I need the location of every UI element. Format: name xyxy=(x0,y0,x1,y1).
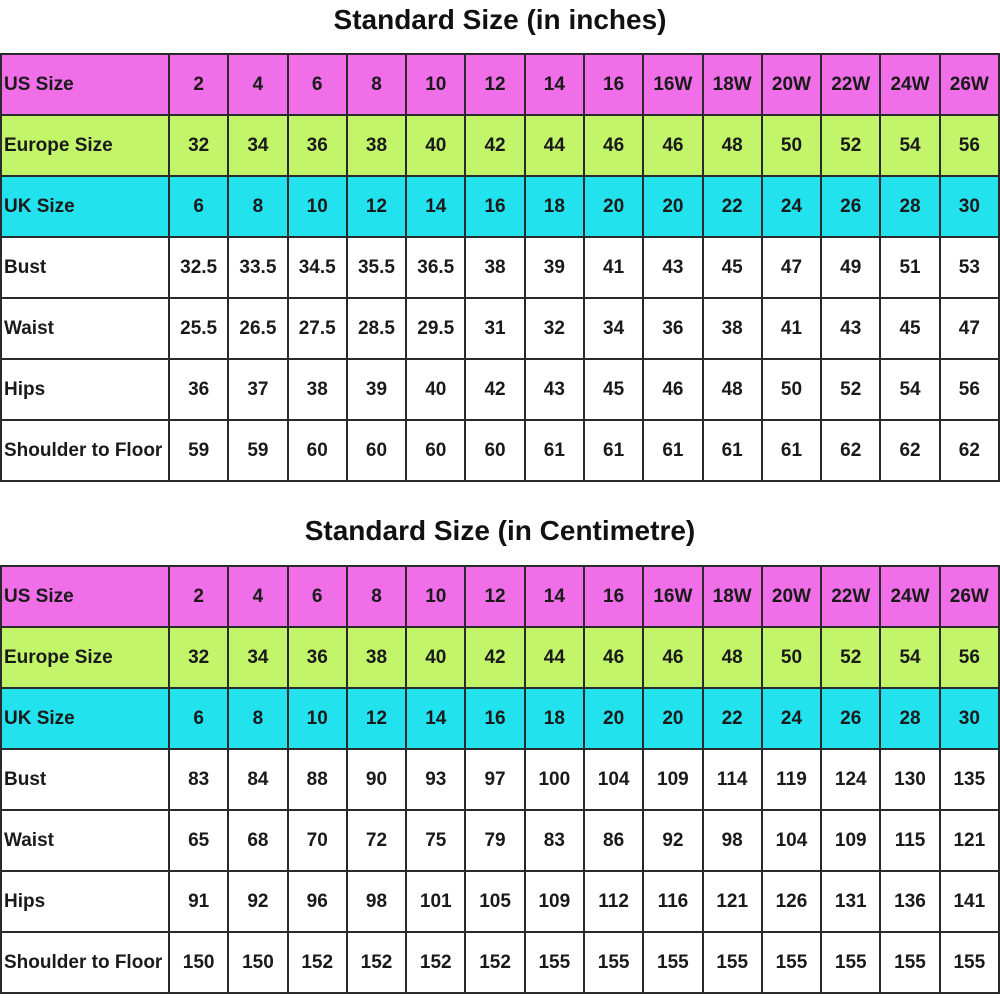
size-cell: 104 xyxy=(584,749,643,810)
size-cell: 90 xyxy=(347,749,406,810)
size-cell: 72 xyxy=(347,810,406,871)
size-cell: 114 xyxy=(703,749,762,810)
size-cell: 37 xyxy=(228,359,287,420)
size-cell: 42 xyxy=(465,627,524,688)
size-cell: 109 xyxy=(525,871,584,932)
size-cell: 28 xyxy=(880,176,939,237)
size-cell: 31 xyxy=(465,298,524,359)
size-cell: 65 xyxy=(169,810,228,871)
size-cell: 38 xyxy=(347,115,406,176)
size-cell: 70 xyxy=(288,810,347,871)
size-cell: 115 xyxy=(880,810,939,871)
size-cell: 24W xyxy=(880,566,939,627)
size-cell: 48 xyxy=(703,115,762,176)
size-cell: 8 xyxy=(228,688,287,749)
size-cell: 119 xyxy=(762,749,821,810)
row-label-europe-size: Europe Size xyxy=(1,627,169,688)
size-cell: 62 xyxy=(940,420,999,481)
size-cell: 43 xyxy=(821,298,880,359)
size-cell: 98 xyxy=(347,871,406,932)
size-cell: 61 xyxy=(762,420,821,481)
size-cell: 41 xyxy=(584,237,643,298)
size-cell: 45 xyxy=(703,237,762,298)
size-cell: 12 xyxy=(465,54,524,115)
size-cell: 150 xyxy=(228,932,287,993)
size-cell: 50 xyxy=(762,115,821,176)
size-cell: 62 xyxy=(880,420,939,481)
size-cell: 105 xyxy=(465,871,524,932)
size-cell: 10 xyxy=(406,566,465,627)
row-label-us-size: US Size xyxy=(1,54,169,115)
size-cell: 36.5 xyxy=(406,237,465,298)
size-cell: 30 xyxy=(940,176,999,237)
size-cell: 12 xyxy=(465,566,524,627)
size-cell: 42 xyxy=(465,115,524,176)
size-cell: 131 xyxy=(821,871,880,932)
size-cell: 26 xyxy=(821,688,880,749)
size-cell: 6 xyxy=(169,688,228,749)
size-cell: 88 xyxy=(288,749,347,810)
row-label-waist: Waist xyxy=(1,298,169,359)
size-cell: 20 xyxy=(584,688,643,749)
size-cell: 91 xyxy=(169,871,228,932)
size-cell: 46 xyxy=(643,359,702,420)
size-cell: 12 xyxy=(347,688,406,749)
size-cell: 44 xyxy=(525,627,584,688)
size-cell: 60 xyxy=(288,420,347,481)
size-cell: 39 xyxy=(525,237,584,298)
size-cell: 2 xyxy=(169,566,228,627)
size-cell: 29.5 xyxy=(406,298,465,359)
size-cell: 24W xyxy=(880,54,939,115)
size-cell: 22W xyxy=(821,54,880,115)
size-cell: 20 xyxy=(643,688,702,749)
size-cell: 62 xyxy=(821,420,880,481)
row-label-uk-size: UK Size xyxy=(1,688,169,749)
size-cell: 28 xyxy=(880,688,939,749)
size-cell: 24 xyxy=(762,688,821,749)
size-cell: 20 xyxy=(584,176,643,237)
size-cell: 155 xyxy=(584,932,643,993)
size-cell: 30 xyxy=(940,688,999,749)
size-cell: 135 xyxy=(940,749,999,810)
row-label-uk-size: UK Size xyxy=(1,176,169,237)
size-cell: 155 xyxy=(821,932,880,993)
size-cell: 61 xyxy=(525,420,584,481)
size-cell: 136 xyxy=(880,871,939,932)
row-label-europe-size: Europe Size xyxy=(1,115,169,176)
size-cell: 121 xyxy=(703,871,762,932)
size-cell: 8 xyxy=(347,566,406,627)
size-cell: 83 xyxy=(525,810,584,871)
size-cell: 155 xyxy=(762,932,821,993)
size-cell: 97 xyxy=(465,749,524,810)
size-cell: 32 xyxy=(169,627,228,688)
size-cell: 50 xyxy=(762,627,821,688)
size-cell: 6 xyxy=(169,176,228,237)
size-cell: 14 xyxy=(525,54,584,115)
size-cell: 150 xyxy=(169,932,228,993)
size-row-waist xyxy=(1,810,999,871)
size-cell: 51 xyxy=(880,237,939,298)
size-row-hips xyxy=(1,359,999,420)
size-cell: 20 xyxy=(643,176,702,237)
size-cell: 130 xyxy=(880,749,939,810)
size-cell: 54 xyxy=(880,115,939,176)
size-cell: 24 xyxy=(762,176,821,237)
size-cell: 48 xyxy=(703,627,762,688)
size-cell: 52 xyxy=(821,115,880,176)
size-cell: 61 xyxy=(643,420,702,481)
size-cell: 75 xyxy=(406,810,465,871)
size-cell: 38 xyxy=(703,298,762,359)
size-cell: 4 xyxy=(228,54,287,115)
size-cell: 155 xyxy=(525,932,584,993)
size-cell: 92 xyxy=(643,810,702,871)
size-row-europe-size xyxy=(1,627,999,688)
size-cell: 60 xyxy=(406,420,465,481)
size-cell: 44 xyxy=(525,115,584,176)
size-cell: 25.5 xyxy=(169,298,228,359)
size-cell: 56 xyxy=(940,359,999,420)
size-row-shoulder-to-floor xyxy=(1,420,999,481)
size-cell: 10 xyxy=(406,54,465,115)
size-cell: 53 xyxy=(940,237,999,298)
size-cell: 60 xyxy=(347,420,406,481)
size-cell: 86 xyxy=(584,810,643,871)
size-cell: 36 xyxy=(643,298,702,359)
size-row-bust xyxy=(1,237,999,298)
size-table-inches xyxy=(0,53,1000,482)
size-cell: 34 xyxy=(584,298,643,359)
table-title-inches: Standard Size (in inches) xyxy=(333,4,667,35)
row-label-shoulder-to-floor: Shoulder to Floor xyxy=(1,932,169,993)
size-cell: 20W xyxy=(762,54,821,115)
size-cell: 27.5 xyxy=(288,298,347,359)
size-cell: 43 xyxy=(643,237,702,298)
size-cell: 59 xyxy=(228,420,287,481)
size-cell: 47 xyxy=(940,298,999,359)
size-cell: 22W xyxy=(821,566,880,627)
size-cell: 18W xyxy=(703,566,762,627)
size-cell: 4 xyxy=(228,566,287,627)
size-cell: 52 xyxy=(821,627,880,688)
size-row-uk-size xyxy=(1,176,999,237)
size-cell: 126 xyxy=(762,871,821,932)
size-cell: 152 xyxy=(465,932,524,993)
size-cell: 38 xyxy=(288,359,347,420)
size-cell: 141 xyxy=(940,871,999,932)
size-cell: 34.5 xyxy=(288,237,347,298)
size-cell: 43 xyxy=(525,359,584,420)
size-row-uk-size xyxy=(1,688,999,749)
size-row-waist xyxy=(1,298,999,359)
size-cell: 20W xyxy=(762,566,821,627)
size-cell: 56 xyxy=(940,627,999,688)
size-cell: 61 xyxy=(584,420,643,481)
size-row-europe-size xyxy=(1,115,999,176)
size-cell: 46 xyxy=(643,627,702,688)
size-cell: 54 xyxy=(880,627,939,688)
size-cell: 152 xyxy=(347,932,406,993)
size-cell: 16 xyxy=(465,176,524,237)
size-cell: 101 xyxy=(406,871,465,932)
size-cell: 40 xyxy=(406,359,465,420)
size-cell: 155 xyxy=(643,932,702,993)
size-cell: 124 xyxy=(821,749,880,810)
size-cell: 109 xyxy=(643,749,702,810)
size-cell: 16W xyxy=(643,566,702,627)
size-cell: 46 xyxy=(584,627,643,688)
size-cell: 18 xyxy=(525,176,584,237)
size-cell: 61 xyxy=(703,420,762,481)
size-cell: 36 xyxy=(288,115,347,176)
size-table-centimetre xyxy=(0,565,1000,994)
size-cell: 35.5 xyxy=(347,237,406,298)
row-label-shoulder-to-floor: Shoulder to Floor xyxy=(1,420,169,481)
size-cell: 47 xyxy=(762,237,821,298)
size-cell: 16 xyxy=(584,54,643,115)
size-cell: 6 xyxy=(288,54,347,115)
row-label-hips: Hips xyxy=(1,871,169,932)
size-cell: 14 xyxy=(525,566,584,627)
size-cell: 41 xyxy=(762,298,821,359)
size-cell: 98 xyxy=(703,810,762,871)
size-cell: 56 xyxy=(940,115,999,176)
size-cell: 96 xyxy=(288,871,347,932)
size-cell: 32 xyxy=(169,115,228,176)
size-cell: 18 xyxy=(525,688,584,749)
size-cell: 46 xyxy=(584,115,643,176)
size-cell: 34 xyxy=(228,115,287,176)
size-cell: 112 xyxy=(584,871,643,932)
size-cell: 59 xyxy=(169,420,228,481)
size-cell: 38 xyxy=(347,627,406,688)
row-label-us-size: US Size xyxy=(1,566,169,627)
size-row-bust xyxy=(1,749,999,810)
size-row-us-size xyxy=(1,54,999,115)
size-cell: 104 xyxy=(762,810,821,871)
size-cell: 32.5 xyxy=(169,237,228,298)
size-row-hips xyxy=(1,871,999,932)
size-cell: 22 xyxy=(703,688,762,749)
size-cell: 155 xyxy=(703,932,762,993)
size-cell: 26 xyxy=(821,176,880,237)
size-cell: 50 xyxy=(762,359,821,420)
size-cell: 26W xyxy=(940,566,999,627)
size-cell: 32 xyxy=(525,298,584,359)
size-cell: 14 xyxy=(406,176,465,237)
size-cell: 26W xyxy=(940,54,999,115)
size-cell: 109 xyxy=(821,810,880,871)
size-cell: 40 xyxy=(406,627,465,688)
size-cell: 36 xyxy=(288,627,347,688)
size-cell: 26.5 xyxy=(228,298,287,359)
size-cell: 155 xyxy=(880,932,939,993)
size-cell: 34 xyxy=(228,627,287,688)
size-cell: 8 xyxy=(228,176,287,237)
size-cell: 18W xyxy=(703,54,762,115)
row-label-bust: Bust xyxy=(1,749,169,810)
size-cell: 40 xyxy=(406,115,465,176)
size-cell: 45 xyxy=(584,359,643,420)
size-cell: 92 xyxy=(228,871,287,932)
size-cell: 100 xyxy=(525,749,584,810)
size-cell: 152 xyxy=(288,932,347,993)
size-cell: 16 xyxy=(584,566,643,627)
size-cell: 39 xyxy=(347,359,406,420)
size-cell: 33.5 xyxy=(228,237,287,298)
row-label-hips: Hips xyxy=(1,359,169,420)
size-cell: 16W xyxy=(643,54,702,115)
row-label-waist: Waist xyxy=(1,810,169,871)
size-cell: 36 xyxy=(169,359,228,420)
size-cell: 60 xyxy=(465,420,524,481)
size-cell: 121 xyxy=(940,810,999,871)
size-cell: 42 xyxy=(465,359,524,420)
size-cell: 48 xyxy=(703,359,762,420)
size-cell: 2 xyxy=(169,54,228,115)
size-cell: 46 xyxy=(643,115,702,176)
size-cell: 12 xyxy=(347,176,406,237)
size-cell: 152 xyxy=(406,932,465,993)
size-cell: 93 xyxy=(406,749,465,810)
size-cell: 52 xyxy=(821,359,880,420)
size-cell: 68 xyxy=(228,810,287,871)
size-row-us-size xyxy=(1,566,999,627)
size-cell: 49 xyxy=(821,237,880,298)
row-label-bust: Bust xyxy=(1,237,169,298)
size-row-shoulder-to-floor xyxy=(1,932,999,993)
size-cell: 10 xyxy=(288,688,347,749)
size-cell: 14 xyxy=(406,688,465,749)
size-cell: 6 xyxy=(288,566,347,627)
size-cell: 84 xyxy=(228,749,287,810)
table-title-centimetre: Standard Size (in Centimetre) xyxy=(304,515,696,546)
size-cell: 45 xyxy=(880,298,939,359)
size-cell: 10 xyxy=(288,176,347,237)
size-cell: 38 xyxy=(465,237,524,298)
size-cell: 155 xyxy=(940,932,999,993)
size-cell: 8 xyxy=(347,54,406,115)
size-cell: 116 xyxy=(643,871,702,932)
size-cell: 16 xyxy=(465,688,524,749)
size-cell: 79 xyxy=(465,810,524,871)
size-cell: 22 xyxy=(703,176,762,237)
size-cell: 54 xyxy=(880,359,939,420)
size-cell: 28.5 xyxy=(347,298,406,359)
size-cell: 83 xyxy=(169,749,228,810)
